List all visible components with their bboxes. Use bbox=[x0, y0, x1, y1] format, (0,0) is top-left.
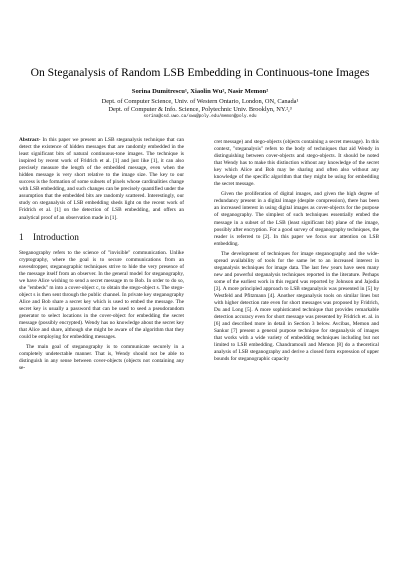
affiliation-1: Dept. of Computer Science, Univ. of Western Ontario, London, ON, Canada¹ bbox=[101, 98, 299, 105]
body-paragraph: The development of techniques for image steganography and the wide-spread availability of tools for the same let to an increased interest in steganalysis techniques for image data. The last few years have seen many new and powerful steganalysis techniques reported in the literature. Perhaps some of the earliest work in this regard was reported by Johnson and Jajodia [3]. A more principled approach to LSB steganalysis was presented in [5] by Westfeld and Pfitzmann [4]. Another steganalysis tools on similar lines but with higher detection rate even for short messages was proposed by Fridrich, Du and Long [5]. A more sophisticated technique that provides remarkable detection accuracy even for short message was presented by Fridrich et. al. in [6] and described more in detail in Section 3 below. Avcibas, Memon and Sankur [7] present a general purpose technique for steganalysis of images that works with a wide variety of embedding techniques including but not limited to LSB embedding. Chandramouli and Memon [8] do a theoretical analysis of LSB steganography and derive a closed form expression of upper bounds for steganographic capacity bbox=[214, 250, 379, 363]
affiliation-2: Dept. of Computer & Info. Science, Polytechnic Univ. Brooklyn, NY.²,³ bbox=[108, 106, 292, 113]
section-heading bbox=[19, 232, 184, 244]
body-paragraph: Given the proliferation of digital images, and given the high degree of redundancy present in a digital image (despite compression), there has been an increased interest in using digital images as cover-objects for the purpose of steganography. The simplest of such techniques essentially embed the message in a subset of the LSB (least significant bit) plane of the image, possibly after encryption. For a good survey of steganography techniques, the reader is referred to [2]. In this paper we focus our attention on LSB embedding. bbox=[214, 191, 379, 247]
author-emails: sorina@csd.uwo.ca/xwu@poly.edu/memon@poly.edu bbox=[143, 115, 257, 119]
abstract-label: Abstract bbox=[19, 137, 39, 143]
left-column bbox=[19, 137, 184, 375]
body-paragraph: Steganography refers to the science of "invisible" communication. Unlike cryptography, where the goal is to secure communications from an eavesdropper, steganographic techniques strive to hide the very presence of the message itself from an observer. In the general model for steganography, we have Alice wishing to send a secret message m to Bob. In order to do so, she "embeds" m into a cover-object c, to obtain the stego-object s. The stego-object s is then sent through the public channel. In private key steganography Alice and Bob share a secret key which is used to embed the message. The secret key is usually a password that can be used to seed a pseudorandom generator to select locations in the cover-object for embedding the secret message (possibly encrypted). Wendy has no knowledge about the secret key that Alice and share, although she might be aware of the algorithm that they could be employing for embedding messages. bbox=[19, 249, 184, 341]
author-list: Sorina Dumitrescu¹, Xiaolin Wu², Nasir Memon² bbox=[131, 88, 269, 95]
abstract bbox=[19, 137, 184, 222]
section-title: Introduction bbox=[33, 232, 79, 243]
paper-title: On Steganalysis of Random LSB Embedding in Continuous-tone Images bbox=[30, 66, 370, 79]
abstract-text: - In this paper we present an LSB steganalysis technique that can detect the existence of hidden messages that are randomly embedded in the least significant bits of natural continuous-tone images. The technique is inspired by recent work of Fridrich et al. [1] and just like [1], it can also precisely measure the length of the embedded message, even when the hidden message is very short relative to the image size. The key to our success is the formation of some subsets of pixels whose cardinalities change with LSB embedding, and such changes can be precisely quantified under the assumption that the embedded bits are randomly scattered. Interestingly, our study on steganalysis of LSB embedding sheds light on the recent work of Fridrich et al. [1] on the detection of LSB embedding, and offers an analytical proof of an observation made in [1]. bbox=[19, 137, 184, 221]
body-paragraph: The main goal of steganography is to communicate securely in a completely undetectable manner. That is, Wendy should not be able to distinguish in any sense between cover-objects (objects not containing any se- bbox=[19, 344, 184, 372]
section-number: 1 bbox=[19, 232, 24, 243]
body-paragraph: cret message) and stego-objects (objects containing a secret message). In this context, "steganalysis" refers to the body of techniques that aid Wendy in distinguishing between cover-objects and stego-objects. It should be noted that Wendy has to make this distinction without any knowledge of the secret key which Alice and Bob may be sharing and often also without any knowledge of the specific algorithm that they might be using for embedding the secret message. bbox=[214, 139, 379, 188]
right-column bbox=[214, 139, 379, 366]
